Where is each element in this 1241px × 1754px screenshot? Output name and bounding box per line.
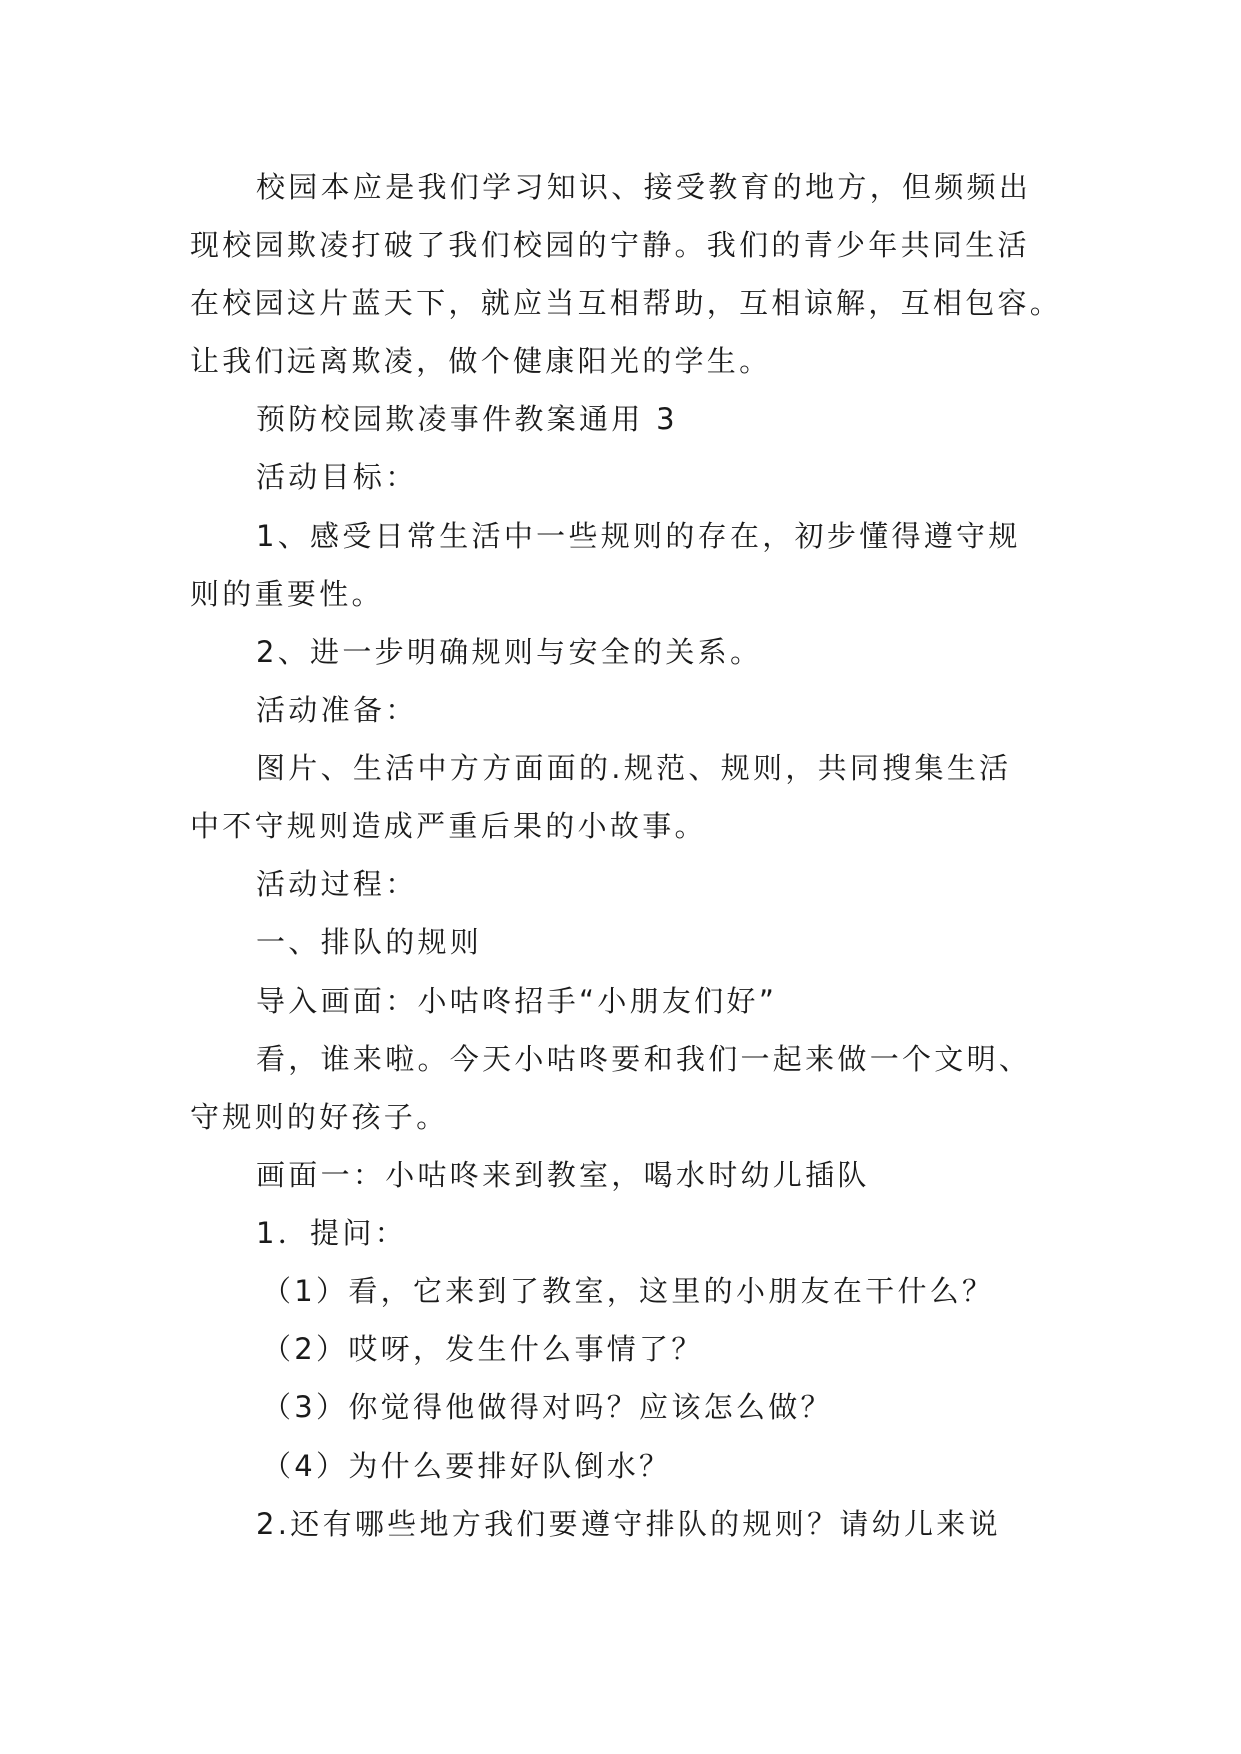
text-line: （3）你觉得他做得对吗？应该怎么做？ bbox=[262, 1390, 833, 1424]
text-line: 画面一：小咕咚来到教室，喝水时幼儿插队 bbox=[256, 1158, 870, 1192]
text-line: 导入画面：小咕咚招手“小朋友们好” bbox=[256, 984, 778, 1018]
text-line: 现校园欺凌打破了我们校园的宁静。我们的青少年共同生活 bbox=[190, 228, 1030, 262]
text-line: 在校园这片蓝天下，就应当互相帮助，互相谅解，互相包容。 bbox=[190, 286, 1063, 320]
text-line: 校园本应是我们学习知识、接受教育的地方，但频频出 bbox=[256, 170, 1032, 204]
text-line: 2、进一步明确规则与安全的关系。 bbox=[256, 635, 763, 669]
text-line: （4）为什么要排好队倒水？ bbox=[262, 1449, 672, 1483]
section-heading: 预防校园欺凌事件教案通用 3 bbox=[256, 402, 678, 436]
text-line: 1．提问： bbox=[256, 1216, 407, 1250]
text-line: 守规则的好孩子。 bbox=[190, 1100, 449, 1134]
text-line: （1）看，它来到了教室，这里的小朋友在干什么？ bbox=[262, 1274, 995, 1308]
text-line: 2.还有哪些地方我们要遵守排队的规则？请幼儿来说 bbox=[256, 1507, 1001, 1541]
text-line: 活动过程： bbox=[256, 867, 418, 901]
text-line: 中不守规则造成严重后果的小故事。 bbox=[190, 809, 707, 843]
text-line: 让我们远离欺凌，做个健康阳光的学生。 bbox=[190, 344, 772, 378]
text-line: 则的重要性。 bbox=[190, 577, 384, 611]
text-line: 图片、生活中方方面面的.规范、规则，共同搜集生活 bbox=[256, 751, 1012, 785]
text-line: 1、感受日常生活中一些规则的存在，初步懂得遵守规 bbox=[256, 519, 1021, 553]
text-line: 活动目标： bbox=[256, 460, 418, 494]
text-line: 看，谁来啦。今天小咕咚要和我们一起来做一个文明、 bbox=[256, 1042, 1032, 1076]
text-line: （2）哎呀，发生什么事情了？ bbox=[262, 1332, 704, 1366]
text-line: 一、排队的规则 bbox=[256, 925, 483, 959]
text-line: 活动准备： bbox=[256, 693, 418, 727]
